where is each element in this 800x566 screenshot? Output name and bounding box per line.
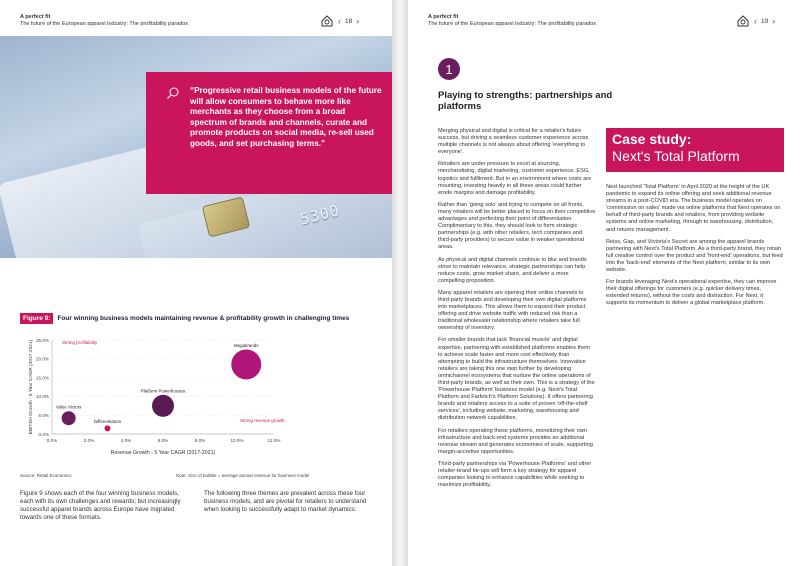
page-left <box>0 0 392 566</box>
bubble-chart <box>12 326 384 462</box>
pull-quote <box>146 72 392 194</box>
section-number-badge: 1 <box>438 58 460 80</box>
prev-page-icon[interactable]: ‹ <box>338 16 341 26</box>
chart-source: Source: Retail Economics <box>20 473 72 478</box>
case-study-body <box>606 184 784 313</box>
hero-image <box>0 36 392 258</box>
case-study-subtitle: Next's Total Platform <box>612 148 740 164</box>
chart-note: Note: Size of bubble = average annual revenue for business model <box>176 473 310 478</box>
bubble <box>152 395 174 417</box>
header-subtitle: The future of the European apparel industry: The profitability paradox <box>20 21 189 27</box>
annotation-strong-profitability: Strong profitability <box>62 340 98 345</box>
page-right <box>408 0 800 566</box>
page-number: 19 <box>761 17 769 25</box>
body-paragraph: For smaller brands that lack 'financial muscle' and digital expertise, partnering with established platforms enables them to achieve scale faster and more cost effectively than attempting to build the infrastructure themselves. Innovative retailers are taking this one step further by developing omnichannel ecosystems that nurture the online operations of third-party brands, as well as their own. This is a strategy of the 'Powerhouse Platform' business model (e.g. Next's Total Platform and Farfetch's Platform Solutions). It offers partnering brands and retailers access to a suite of proven 'off-the-shelf services', including website, marketing, warehousing and distribution network capabilities. <box>438 337 595 422</box>
section-heading: Playing to strengths: partnerships and platforms <box>438 90 613 112</box>
body-paragraph: Retailers are under pressure to excel at sourcing, merchandising, digital marketing, customer experience, ESG, logistics and fulfilment. But in an environment where costs are mounting, investing heavily in all these areas could further erode margins and damage profitability. <box>438 161 592 196</box>
case-study-box <box>606 128 784 172</box>
x-tick-label: 8.0% <box>194 438 206 443</box>
bubble-label: Platform Powerhouses <box>140 388 186 394</box>
figure-label: Figure 9: <box>20 313 53 324</box>
prev-page-icon[interactable]: ‹ <box>754 16 757 26</box>
y-tick-label: 20.0% <box>35 356 49 362</box>
figure-caption: Four winning business models maintaining revenue & profitability growth in challenging times <box>57 315 350 322</box>
header-brand: A perfect fit <box>20 14 51 20</box>
next-page-icon[interactable]: › <box>772 16 776 26</box>
y-axis-label: EBITDA Growth - 5 Year CAGR (2017-2021) <box>29 339 34 435</box>
y-tick-label: 0.0% <box>38 431 49 437</box>
body-column-2: The following three themes are prevalent across these four business models, and are pivotal for retailers to understand when looking to successfully adapt to market dynamics: <box>204 490 367 513</box>
y-tick-label: 25.0% <box>35 337 49 343</box>
y-tick-label: 15.0% <box>35 375 49 381</box>
case-study-paragraph: For brands leveraging Next's operational expertise, they can improve their digital offerings for customers (e.g. quicker delivery times, extended returns), without the costs and distraction. For Next, it supports its momentum to deliver a global marketplace platform. <box>606 279 777 307</box>
x-tick-label: 2.0% <box>83 438 95 443</box>
body-column-1: Figure 9 shows each of the four winning business models, each with its own challenges and rewards; but increasingly successful apparel brands across Europe have migrated towards one of these formats. <box>20 490 181 521</box>
figure-title <box>20 313 349 324</box>
header-subtitle: The future of the European apparel industry: The profitability paradox <box>428 21 597 27</box>
bubble <box>105 425 111 431</box>
page-gutter <box>392 0 408 566</box>
case-study-paragraph: Reiss, Gap, and Victoria's Secret are among the apparel brands partnering with Next's Total Platform. As a third-party brand, they retain full creative control over the product and 'front-end' operations, but feed into the 'back-end' elements of the Next platform, similar to its own website. <box>606 238 783 274</box>
next-page-icon[interactable]: › <box>356 16 360 26</box>
case-study-paragraph: Next launched 'Total Platform' in April 2020 at the height of the UK pandemic to expand its online offering and seek additional revenue streams in a post-COVID era. The business model operates on 'commission on sales' made via online platforms that Next operates on behalf of third-party brands and retailers, from providing website systems and online marketing, through to warehousing, distribution, and returns management. <box>606 184 781 233</box>
search-home-icon[interactable] <box>320 14 334 28</box>
page-number: 18 <box>345 17 353 25</box>
bubble <box>62 411 76 425</box>
magnifier-icon <box>166 86 180 100</box>
body-paragraph: For retailers operating these platforms, monetizing their own infrastructure and back-end systems provides an additional revenue stream and generates economies of scale, supporting margin-accretive opportunities. <box>438 427 593 455</box>
body-paragraph: Rather than 'going solo' and trying to compete on all fronts, many retailers will be better placed to focus on their competitive advantages and perfecting their point of differentiation. Complimentary to this, they should look to form strategic partnerships (e.g. with other retailers, tech companies and third-party providers) to secure value in weaker operational areas. <box>438 201 596 251</box>
card-number: 5300 <box>298 201 342 229</box>
x-tick-label: 10.0% <box>230 438 244 443</box>
y-tick-label: 5.0% <box>38 413 49 418</box>
header-brand: A perfect fit <box>428 14 459 20</box>
body-paragraph: Many apparel retailers are opening their online channels to third-party brands and developing their own digital platforms into marketplaces. This allows them to expand their product offering and drive website traffic with reduced risk than a traditional wholesaler relationship where retailers take full ownership of inventory. <box>438 289 587 332</box>
page-nav <box>736 14 775 28</box>
y-tick-label: 10.0% <box>35 394 49 400</box>
page-nav <box>320 14 359 28</box>
body-column <box>438 128 596 494</box>
x-tick-label: 6.0% <box>157 438 169 443</box>
search-home-icon[interactable] <box>736 14 750 28</box>
body-paragraph: As physical and digital channels continue to blur and brands strive to maintain relevance, strategic partnerships can help reduce costs, grow market share, and deliver a more compelling proposition. <box>438 256 587 284</box>
bubble-label: Differentiators <box>93 418 122 424</box>
x-tick-label: 4.0% <box>120 438 132 443</box>
bubble-label: Value Victors <box>55 404 82 410</box>
running-header <box>428 14 596 28</box>
running-header <box>20 14 188 28</box>
x-tick-label: 12.0% <box>267 438 281 443</box>
quote-text: “Progressive retail business models of the future will allow consumers to behave more like merchants as they choose from a broad spectrum of brands and channels, curate and promote products on social media, re-sell used goods, and set purchasing terms.” <box>190 86 382 148</box>
x-tick-label: 0.0% <box>46 438 58 443</box>
x-axis-label: Revenue Growth - 5 Year CAGR (2017-2021) <box>110 450 216 456</box>
body-paragraph: Third-party partnerships via 'Powerhouse Platforms' and other retailer-brand tie-ups will form a key strategy for apparel companies looking to enhance capabilities while seeking to maximize profitability. <box>438 460 592 489</box>
body-paragraph: Merging physical and digital is critical for a retailer's future success, but driving a seamless customer experience across multiple channels is not always about offering 'everything to everyone'. <box>438 128 589 156</box>
annotation-strong-revenue-growth: Strong revenue growth <box>240 418 285 423</box>
case-study-title: Case study: <box>612 131 692 147</box>
bubble <box>231 349 261 379</box>
bubble-label: Megabrands <box>234 342 259 348</box>
